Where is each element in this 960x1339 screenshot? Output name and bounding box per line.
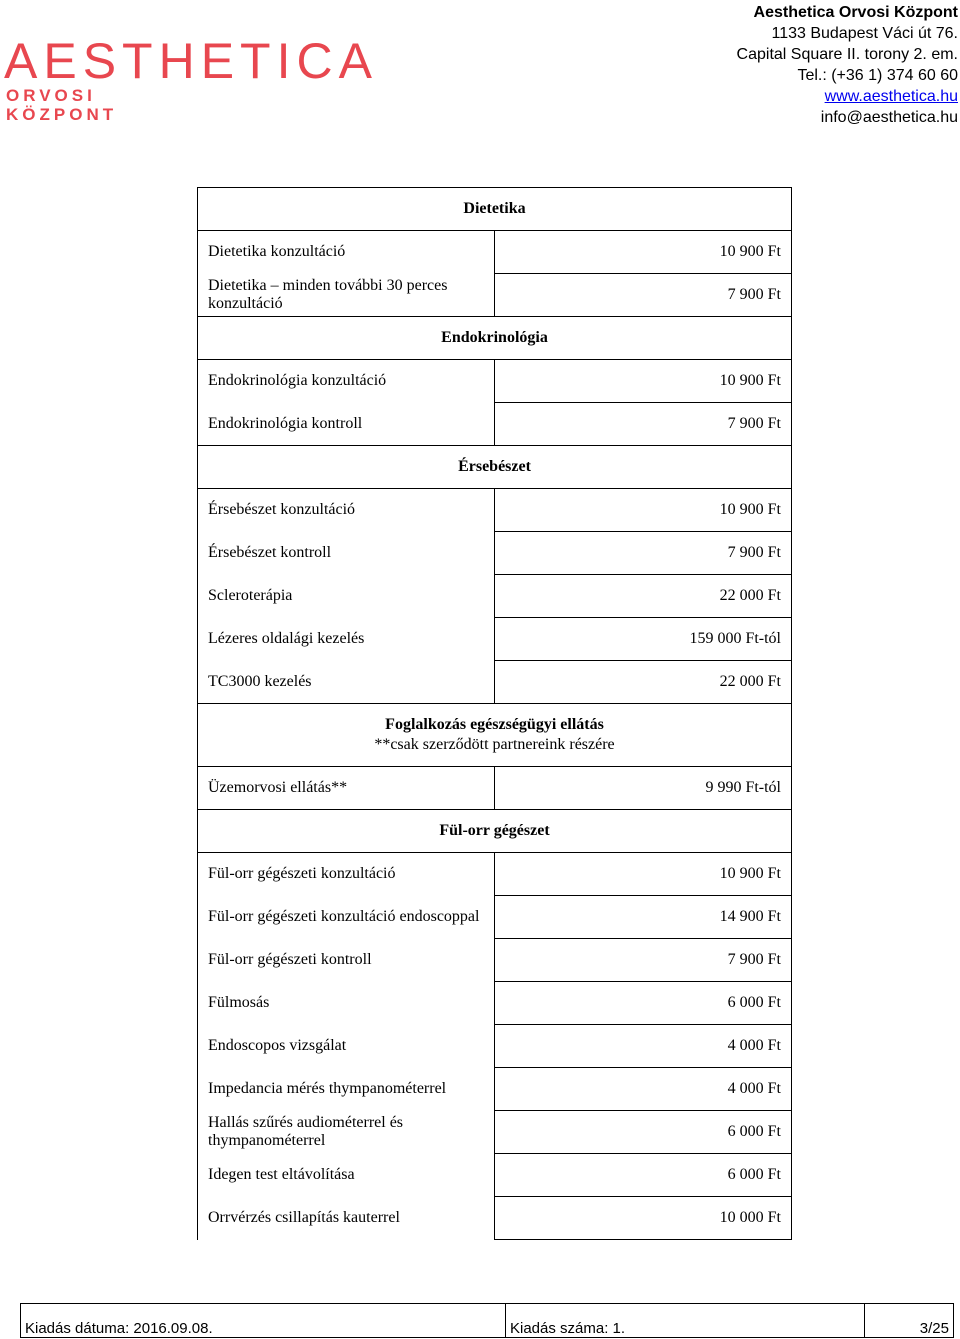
section-title: Fül-orr gégészet [439, 822, 550, 839]
price-row [198, 231, 792, 274]
logo-wordmark: AESTHETICA [4, 33, 378, 89]
service-price: 7 900 Ft [495, 532, 792, 575]
service-name: Hallás szűrés audiométerrel és thympanométerrel [198, 1111, 495, 1154]
service-name: Dietetika – minden további 30 perces konzultáció [198, 274, 495, 317]
clinic-name: Aesthetica Orvosi Központ [753, 4, 958, 21]
price-row [198, 661, 792, 704]
price-row [198, 360, 792, 403]
service-price: 10 000 Ft [495, 1197, 792, 1240]
section-header [198, 317, 792, 360]
service-price: 9 990 Ft-tól [495, 767, 792, 810]
issue-date: Kiadás dátuma: 2016.09.08. [21, 1304, 506, 1338]
service-name: Fül-orr gégészeti konzultáció endoscoppal [198, 896, 495, 939]
service-price: 22 000 Ft [495, 661, 792, 704]
price-row [198, 982, 792, 1025]
logo-subtitle-line1: ORVOSI [6, 86, 96, 105]
service-price: 10 900 Ft [495, 489, 792, 532]
service-name: Idegen test eltávolítása [198, 1154, 495, 1197]
section-title: Dietetika [463, 200, 526, 217]
service-name: Orrvérzés csillapítás kauterrel [198, 1197, 495, 1240]
price-row [198, 1111, 792, 1154]
section-header-row [198, 810, 792, 853]
service-price: 10 900 Ft [495, 231, 792, 274]
service-price: 7 900 Ft [495, 274, 792, 317]
price-row [198, 939, 792, 982]
service-name: Érsebészet konzultáció [198, 489, 495, 532]
service-name: Lézeres oldalági kezelés [198, 618, 495, 661]
price-row [198, 1025, 792, 1068]
price-row [198, 274, 792, 317]
service-price: 6 000 Ft [495, 1111, 792, 1154]
price-row [198, 1197, 792, 1240]
section-header-row [198, 446, 792, 489]
section-header [198, 188, 792, 231]
service-name: Fül-orr gégészeti kontroll [198, 939, 495, 982]
price-row [198, 1154, 792, 1197]
service-price: 14 900 Ft [495, 896, 792, 939]
section-title: Foglalkozás egészségügyi ellátás [385, 716, 604, 733]
aesthetica-logo [4, 8, 378, 124]
service-name: Dietetika konzultáció [198, 231, 495, 274]
service-name: Endokrinológia konzultáció [198, 360, 495, 403]
service-price: 6 000 Ft [495, 982, 792, 1025]
service-price: 7 900 Ft [495, 403, 792, 446]
section-header [198, 446, 792, 489]
section-title: Érsebészet [458, 458, 531, 475]
price-row [198, 403, 792, 446]
price-row [198, 896, 792, 939]
address-line-1: 1133 Budapest Váci út 76. [771, 25, 958, 42]
service-name: Endokrinológia kontroll [198, 403, 495, 446]
footer-row [21, 1304, 954, 1338]
price-row [198, 767, 792, 810]
price-row [198, 1068, 792, 1111]
service-name: Scleroterápia [198, 575, 495, 618]
service-name: TC3000 kezelés [198, 661, 495, 704]
section-header [198, 704, 792, 767]
document-footer [20, 1303, 954, 1338]
section-header [198, 810, 792, 853]
price-row [198, 618, 792, 661]
issue-number: Kiadás száma: 1. [506, 1304, 865, 1338]
service-name: Érsebészet kontroll [198, 532, 495, 575]
price-row [198, 853, 792, 896]
section-note: **csak szerződött partnereink részére [374, 736, 615, 753]
section-header-row [198, 188, 792, 231]
logo-subtitle-line2: KÖZPONT [6, 105, 118, 124]
section-title: Endokrinológia [441, 329, 548, 346]
phone-number: Tel.: (+36 1) 374 60 60 [797, 67, 958, 84]
service-price: 6 000 Ft [495, 1154, 792, 1197]
service-price: 4 000 Ft [495, 1068, 792, 1111]
section-header-row [198, 317, 792, 360]
price-row [198, 532, 792, 575]
price-row [198, 489, 792, 532]
service-price: 10 900 Ft [495, 853, 792, 896]
price-row [198, 575, 792, 618]
service-name: Fül-orr gégészeti konzultáció [198, 853, 495, 896]
service-name: Üzemorvosi ellátás** [198, 767, 495, 810]
email-address: info@aesthetica.hu [820, 109, 958, 126]
service-price: 22 000 Ft [495, 575, 792, 618]
service-price: 7 900 Ft [495, 939, 792, 982]
website-link[interactable]: www.aesthetica.hu [824, 88, 958, 105]
section-header-row [198, 704, 792, 767]
service-price: 4 000 Ft [495, 1025, 792, 1068]
service-name: Fülmosás [198, 982, 495, 1025]
logo-subtitle [6, 86, 117, 124]
contact-block [737, 2, 958, 128]
service-price: 159 000 Ft-tól [495, 618, 792, 661]
service-price: 10 900 Ft [495, 360, 792, 403]
price-list-table [197, 187, 792, 1240]
address-line-2: Capital Square II. torony 2. em. [736, 46, 958, 63]
service-name: Impedancia mérés thympanométerrel [198, 1068, 495, 1111]
service-name: Endoscopos vizsgálat [198, 1025, 495, 1068]
price-list-body [198, 188, 792, 1240]
page-number: 3/25 [865, 1304, 954, 1338]
